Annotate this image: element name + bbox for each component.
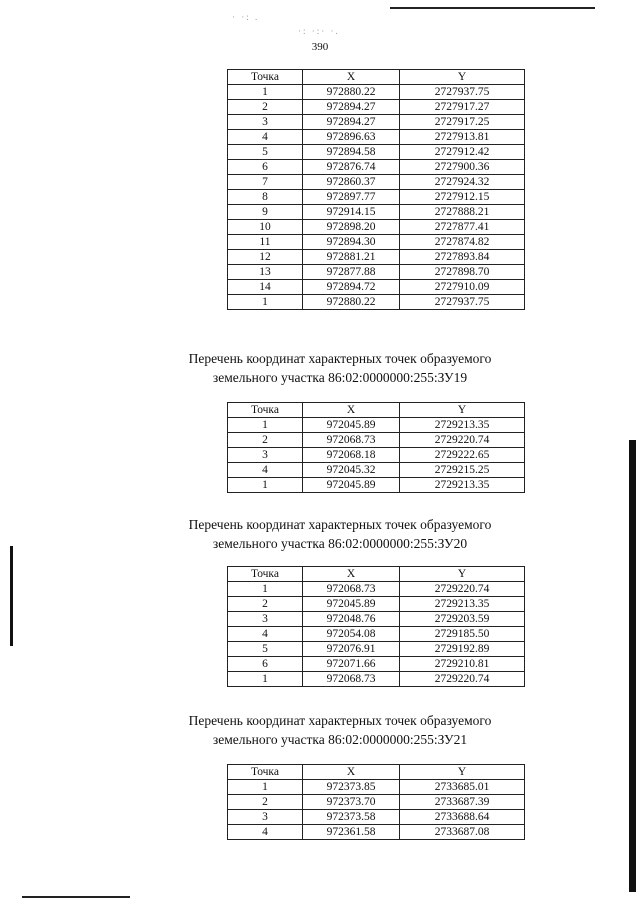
table-row bbox=[228, 612, 525, 627]
column-header-point: Точка bbox=[228, 567, 303, 582]
table-row bbox=[228, 627, 525, 642]
y-coordinate-cell: 2727912.15 bbox=[400, 190, 525, 205]
coordinates-table bbox=[227, 69, 525, 310]
y-coordinate-cell: 2729192.89 bbox=[400, 642, 525, 657]
y-coordinate-cell: 2729215.25 bbox=[400, 463, 525, 478]
section-heading bbox=[0, 711, 640, 749]
column-header-point: Точка bbox=[228, 70, 303, 85]
y-coordinate-cell: 2729213.35 bbox=[400, 597, 525, 612]
x-coordinate-cell: 972068.73 bbox=[303, 672, 400, 687]
table-header-row bbox=[228, 70, 525, 85]
y-coordinate-cell: 2733688.64 bbox=[400, 810, 525, 825]
table-row bbox=[228, 85, 525, 100]
table-header-row bbox=[228, 567, 525, 582]
y-coordinate-cell: 2733687.39 bbox=[400, 795, 525, 810]
table-header-row bbox=[228, 765, 525, 780]
y-coordinate-cell: 2727888.21 bbox=[400, 205, 525, 220]
y-coordinate-cell: 2727900.36 bbox=[400, 160, 525, 175]
table-row bbox=[228, 642, 525, 657]
table-row bbox=[228, 115, 525, 130]
scan-right-edge-bar bbox=[629, 440, 636, 892]
scan-left-edge-bar bbox=[10, 546, 13, 646]
x-coordinate-cell: 972045.32 bbox=[303, 463, 400, 478]
point-cell: 1 bbox=[228, 582, 303, 597]
scan-bottom-line bbox=[22, 896, 130, 898]
section-heading bbox=[0, 349, 640, 387]
table-row bbox=[228, 795, 525, 810]
point-cell: 4 bbox=[228, 627, 303, 642]
point-cell: 1 bbox=[228, 418, 303, 433]
x-coordinate-cell: 972894.72 bbox=[303, 280, 400, 295]
point-cell: 4 bbox=[228, 130, 303, 145]
table-row bbox=[228, 145, 525, 160]
table-row bbox=[228, 235, 525, 250]
x-coordinate-cell: 972071.66 bbox=[303, 657, 400, 672]
column-header-x: X bbox=[303, 567, 400, 582]
y-coordinate-cell: 2727898.70 bbox=[400, 265, 525, 280]
y-coordinate-cell: 2727924.32 bbox=[400, 175, 525, 190]
column-header-point: Точка bbox=[228, 765, 303, 780]
table-row bbox=[228, 220, 525, 235]
y-coordinate-cell: 2729185.50 bbox=[400, 627, 525, 642]
y-coordinate-cell: 2727912.42 bbox=[400, 145, 525, 160]
table-row bbox=[228, 418, 525, 433]
table-row bbox=[228, 100, 525, 115]
table-row bbox=[228, 160, 525, 175]
coordinates-table bbox=[227, 764, 525, 840]
y-coordinate-cell: 2729220.74 bbox=[400, 582, 525, 597]
column-header-y: Y bbox=[400, 567, 525, 582]
column-header-x: X bbox=[303, 765, 400, 780]
table-row bbox=[228, 657, 525, 672]
x-coordinate-cell: 972048.76 bbox=[303, 612, 400, 627]
x-coordinate-cell: 972373.85 bbox=[303, 780, 400, 795]
page-number: 390 bbox=[311, 41, 329, 53]
point-cell: 2 bbox=[228, 597, 303, 612]
x-coordinate-cell: 972076.91 bbox=[303, 642, 400, 657]
x-coordinate-cell: 972068.18 bbox=[303, 448, 400, 463]
table-row bbox=[228, 190, 525, 205]
point-cell: 1 bbox=[228, 672, 303, 687]
x-coordinate-cell: 972877.88 bbox=[303, 265, 400, 280]
table-row bbox=[228, 478, 525, 493]
column-header-point: Точка bbox=[228, 403, 303, 418]
x-coordinate-cell: 972881.21 bbox=[303, 250, 400, 265]
x-coordinate-cell: 972045.89 bbox=[303, 597, 400, 612]
table-row bbox=[228, 597, 525, 612]
point-cell: 5 bbox=[228, 642, 303, 657]
y-coordinate-cell: 2729220.74 bbox=[400, 672, 525, 687]
point-cell: 2 bbox=[228, 795, 303, 810]
point-cell: 8 bbox=[228, 190, 303, 205]
x-coordinate-cell: 972068.73 bbox=[303, 582, 400, 597]
heading-line: земельного участка 86:02:0000000:255:ЗУ20 bbox=[212, 536, 468, 551]
x-coordinate-cell: 972896.63 bbox=[303, 130, 400, 145]
x-coordinate-cell: 972894.27 bbox=[303, 100, 400, 115]
y-coordinate-cell: 2729213.35 bbox=[400, 418, 525, 433]
x-coordinate-cell: 972894.58 bbox=[303, 145, 400, 160]
x-coordinate-cell: 972361.58 bbox=[303, 825, 400, 840]
point-cell: 3 bbox=[228, 810, 303, 825]
column-header-x: X bbox=[303, 403, 400, 418]
point-cell: 6 bbox=[228, 160, 303, 175]
x-coordinate-cell: 972898.20 bbox=[303, 220, 400, 235]
y-coordinate-cell: 2727917.27 bbox=[400, 100, 525, 115]
x-coordinate-cell: 972860.37 bbox=[303, 175, 400, 190]
x-coordinate-cell: 972068.73 bbox=[303, 433, 400, 448]
x-coordinate-cell: 972880.22 bbox=[303, 295, 400, 310]
point-cell: 13 bbox=[228, 265, 303, 280]
point-cell: 11 bbox=[228, 235, 303, 250]
point-cell: 10 bbox=[228, 220, 303, 235]
heading-line: Перечень координат характерных точек образуемого bbox=[188, 351, 492, 366]
heading-line: земельного участка 86:02:0000000:255:ЗУ19 bbox=[212, 370, 468, 385]
heading-line: Перечень координат характерных точек образуемого bbox=[188, 517, 492, 532]
scan-smudge-mark: ·: ·:· ·. bbox=[298, 26, 340, 36]
x-coordinate-cell: 972894.30 bbox=[303, 235, 400, 250]
x-coordinate-cell: 972045.89 bbox=[303, 478, 400, 493]
point-cell: 1 bbox=[228, 780, 303, 795]
heading-line: Перечень координат характерных точек образуемого bbox=[188, 713, 492, 728]
x-coordinate-cell: 972045.89 bbox=[303, 418, 400, 433]
y-coordinate-cell: 2727917.25 bbox=[400, 115, 525, 130]
y-coordinate-cell: 2727874.82 bbox=[400, 235, 525, 250]
table-header-row bbox=[228, 403, 525, 418]
column-header-x: X bbox=[303, 70, 400, 85]
table-row bbox=[228, 582, 525, 597]
table-row bbox=[228, 295, 525, 310]
point-cell: 1 bbox=[228, 85, 303, 100]
column-header-y: Y bbox=[400, 70, 525, 85]
table-row bbox=[228, 175, 525, 190]
x-coordinate-cell: 972897.77 bbox=[303, 190, 400, 205]
y-coordinate-cell: 2729220.74 bbox=[400, 433, 525, 448]
table-row bbox=[228, 810, 525, 825]
point-cell: 14 bbox=[228, 280, 303, 295]
x-coordinate-cell: 972054.08 bbox=[303, 627, 400, 642]
point-cell: 4 bbox=[228, 463, 303, 478]
x-coordinate-cell: 972914.15 bbox=[303, 205, 400, 220]
y-coordinate-cell: 2729222.65 bbox=[400, 448, 525, 463]
point-cell: 3 bbox=[228, 612, 303, 627]
y-coordinate-cell: 2727937.75 bbox=[400, 295, 525, 310]
y-coordinate-cell: 2727910.09 bbox=[400, 280, 525, 295]
y-coordinate-cell: 2727937.75 bbox=[400, 85, 525, 100]
point-cell: 7 bbox=[228, 175, 303, 190]
x-coordinate-cell: 972876.74 bbox=[303, 160, 400, 175]
y-coordinate-cell: 2729210.81 bbox=[400, 657, 525, 672]
y-coordinate-cell: 2733687.08 bbox=[400, 825, 525, 840]
table-row bbox=[228, 250, 525, 265]
table-row bbox=[228, 463, 525, 478]
y-coordinate-cell: 2729213.35 bbox=[400, 478, 525, 493]
table-row bbox=[228, 205, 525, 220]
table-row bbox=[228, 825, 525, 840]
section-heading bbox=[0, 515, 640, 553]
y-coordinate-cell: 2727877.41 bbox=[400, 220, 525, 235]
point-cell: 5 bbox=[228, 145, 303, 160]
point-cell: 1 bbox=[228, 478, 303, 493]
y-coordinate-cell: 2733685.01 bbox=[400, 780, 525, 795]
y-coordinate-cell: 2727893.84 bbox=[400, 250, 525, 265]
point-cell: 3 bbox=[228, 115, 303, 130]
table-row bbox=[228, 448, 525, 463]
point-cell: 2 bbox=[228, 100, 303, 115]
table-row bbox=[228, 130, 525, 145]
y-coordinate-cell: 2727913.81 bbox=[400, 130, 525, 145]
table-row bbox=[228, 780, 525, 795]
x-coordinate-cell: 972373.58 bbox=[303, 810, 400, 825]
coordinates-table bbox=[227, 402, 525, 493]
y-coordinate-cell: 2729203.59 bbox=[400, 612, 525, 627]
point-cell: 6 bbox=[228, 657, 303, 672]
table-row bbox=[228, 672, 525, 687]
point-cell: 1 bbox=[228, 295, 303, 310]
x-coordinate-cell: 972373.70 bbox=[303, 795, 400, 810]
point-cell: 3 bbox=[228, 448, 303, 463]
point-cell: 9 bbox=[228, 205, 303, 220]
column-header-y: Y bbox=[400, 403, 525, 418]
point-cell: 12 bbox=[228, 250, 303, 265]
x-coordinate-cell: 972894.27 bbox=[303, 115, 400, 130]
scan-top-line bbox=[390, 7, 595, 9]
table-row bbox=[228, 433, 525, 448]
heading-line: земельного участка 86:02:0000000:255:ЗУ21 bbox=[212, 732, 468, 747]
table-row bbox=[228, 265, 525, 280]
scan-smudge-mark: · ·: . bbox=[232, 12, 260, 22]
point-cell: 4 bbox=[228, 825, 303, 840]
point-cell: 2 bbox=[228, 433, 303, 448]
x-coordinate-cell: 972880.22 bbox=[303, 85, 400, 100]
coordinates-table bbox=[227, 566, 525, 687]
column-header-y: Y bbox=[400, 765, 525, 780]
table-row bbox=[228, 280, 525, 295]
